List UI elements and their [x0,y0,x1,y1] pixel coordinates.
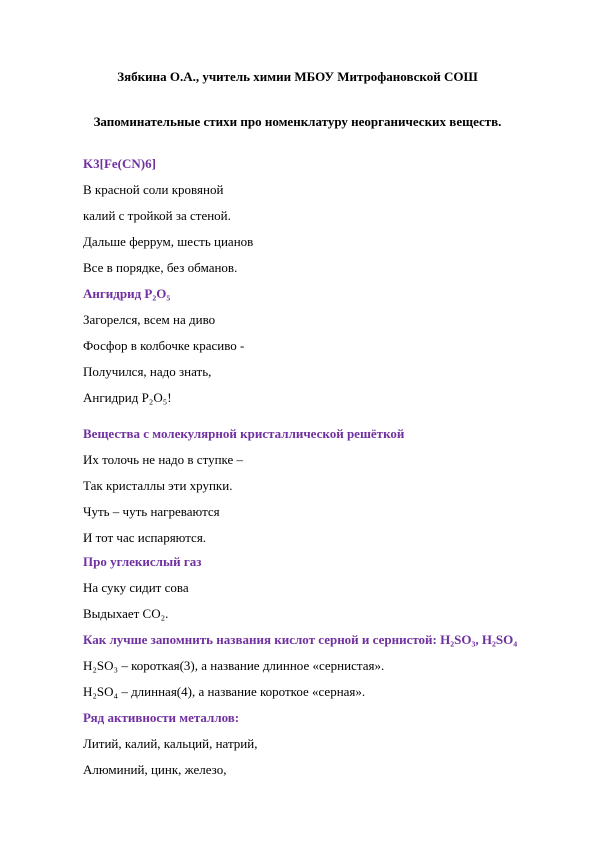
poem-line: Все в порядке, без обманов. [83,260,238,275]
poem-line: Их толочь не надо в ступке – [83,452,244,467]
poem-line: Загорелся, всем на диво [83,312,216,327]
section-heading: Как лучше запомнить названия кислот серной и сернистой: H₂SO₃, H₂SO₄ [83,632,518,647]
document-title: Запоминательные стихи про номенклатуру неорганических веществ. [93,114,502,129]
poem-line: На суку сидит сова [83,580,189,595]
poem-line: Фосфор в колбочке красиво - [83,338,245,353]
section-anhydride [83,281,244,411]
poem-line: Дальше феррум, шесть цианов [83,234,254,249]
section-molecular [83,421,404,551]
poem-line: Так кристаллы эти хрупки. [83,478,233,493]
poem-line: Выдыхает CO₂. [83,606,169,621]
section-co2 [83,549,201,627]
poem-line: И тот час испаряются. [83,530,207,545]
section-heading: K3[Fe(CN)6] [83,156,156,171]
section-k3fe [83,151,253,281]
poem-line: H₂SO₃ – короткая(3), а название длинное «сернистая». [83,658,385,673]
section-heading: Про углекислый газ [83,554,202,569]
poem-line: Чуть – чуть нагреваются [83,504,220,519]
poem-line: Алюминий, цинк, железо, [83,762,227,777]
poem-line: В красной соли кровяной [83,182,224,197]
section-acids [83,627,517,705]
poem-line: Получился, надо знать, [83,364,212,379]
section-heading: Ряд активности металлов: [83,710,240,725]
poem-line: Ангидрид P₂O₅! [83,390,172,405]
author-line: Зябкина О.А., учитель химии МБОУ Митрофановской СОШ [117,69,478,84]
poem-line: калий с тройкой за стеной. [83,208,231,223]
section-heading: Ангидрид P₂O₅ [83,286,171,301]
section-heading: Вещества с молекулярной кристаллической решёткой [83,426,405,441]
section-activity-series [83,705,257,783]
poem-line: H₂SO₄ – длинная(4), а название короткое «серная». [83,684,366,699]
poem-line: Литий, калий, кальций, натрий, [83,736,258,751]
